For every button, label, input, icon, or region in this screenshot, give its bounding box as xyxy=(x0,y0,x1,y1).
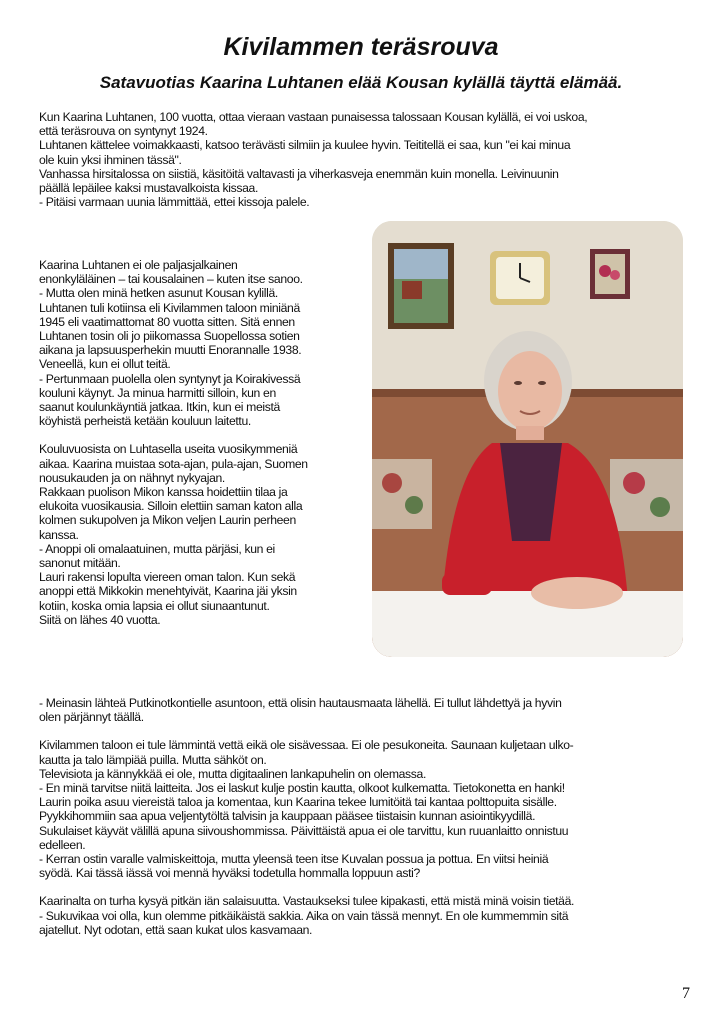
text-line: Vanhassa hirsitalossa on siistiä, käsitöitä valtavasti ja viherkasveja enemmän kuin monella. Leivinuunin xyxy=(39,166,559,181)
cushion-left xyxy=(372,459,432,529)
text-line: aikaa. Kaarina muistaa sota-ajan, pula-ajan, Suomen xyxy=(39,456,308,471)
text-line: syödä. Kai tässä iässä voi mennä hyväksi todetulla hommalla loppuun asti? xyxy=(39,866,420,881)
text-line xyxy=(39,880,689,894)
text-line: Kun Kaarina Luhtanen, 100 vuotta, ottaa vieraan vastaan punaisessa talossaan Kousan kylällä, ei voi uskoa, xyxy=(39,110,588,124)
text-line: saanut koulunkäyntiä jatkaa. Itkin, kun ei meistä xyxy=(39,400,280,415)
text-line: kanssa. xyxy=(39,527,79,542)
body-text-intro xyxy=(39,110,689,209)
text-line: enonkyläläinen – tai kousalainen – kuten itse sanoo. xyxy=(39,272,303,287)
text-line: Luhtanen tuli kotiinsa eli Kivilammen taloon miniänä xyxy=(39,300,300,315)
text-line: Kivilammen taloon ei tule lämmintä vettä eikä ole sisävessaa. Ei ole pesukoneita. Saunaan kuljetaan ulko- xyxy=(39,738,574,753)
body-text-continued xyxy=(39,696,689,937)
text-line: kouluni käynyt. Ja minua harmitti silloin, kun en xyxy=(39,385,276,400)
text-line: 1945 eli vaatimattomat 80 vuotta sitten. Sitä ennen xyxy=(39,314,295,329)
text-line: - Anoppi oli omalaatuinen, mutta pärjäsi, kun ei xyxy=(39,541,275,556)
text-line: Kaarina Luhtanen ei ole paljasjalkainen xyxy=(39,258,238,272)
portrait-illustration xyxy=(372,221,683,657)
body-text-column xyxy=(39,258,369,627)
text-line: nousukauden ja on nähnyt nykyajan. xyxy=(39,470,225,485)
text-line: kotiin, koska omia lapsia ei ollut siunaantunut. xyxy=(39,598,270,613)
text-line: - Pertunmaan puolella olen syntynyt ja Koirakivessä xyxy=(39,371,301,386)
text-line: elukoita vuosikausia. Silloin elettiin saman katon alla xyxy=(39,499,303,514)
woman-face xyxy=(498,351,562,431)
text-line: - Mutta olen minä hetken asunut Kousan kylillä. xyxy=(39,286,278,301)
text-line: Siitä on lähes 40 vuotta. xyxy=(39,612,161,627)
portrait-photo xyxy=(372,221,683,657)
text-line: - Sukuvikaa voi olla, kun olemme pitkäikäistä sakkia. Aika on vain tässä mennyt. En ole kummemmin sitä xyxy=(39,908,569,923)
text-line: kautta ja talo lämpiää puilla. Mutta sähköt on. xyxy=(39,752,267,767)
text-line: edelleen. xyxy=(39,837,86,852)
text-line: Luhtanen kättelee voimakkaasti, katsoo terävästi silmiin ja kuulee hyvin. Teititellä ei saa, kun "ei kai minua xyxy=(39,138,571,153)
text-line: Kaarinalta on turha kysyä pitkän iän salaisuutta. Vastaukseksi tulee kipakasti, että mistä minä voisin tietää. xyxy=(39,894,575,909)
cushion-right xyxy=(610,459,683,531)
text-line: - Pitäisi varmaan uunia lämmittää, ettei kissoja palele. xyxy=(39,195,310,210)
text-line: - En minä tarvitse niitä laitteita. Jos ei laskut kulje postin kautta, olkoot kulkematta. Tietokonetta en hanki! xyxy=(39,781,565,796)
text-line: Pyykkihommiin saa apua veljentytöltä talvisin ja kauppaan pääsee tiistaisin kunnan asiointikyydillä. xyxy=(39,809,536,824)
text-line: olen pärjännyt täällä. xyxy=(39,710,144,725)
text-line: kolmen sukupolven ja Mikon veljen Laurin perheen xyxy=(39,513,296,528)
woman-hands xyxy=(531,577,623,609)
text-line: Laurin poika asuu viereistä taloa ja komentaa, kun Kaarina tekee lumitöitä tai kantaa polttopuita sisälle. xyxy=(39,795,557,810)
text-line: Rakkaan puolison Mikon kanssa hoidettiin tilaa ja xyxy=(39,485,288,500)
article-subtitle: Satavuotias Kaarina Luhtanen elää Kousan kylällä täyttä elämää. xyxy=(99,73,623,92)
text-line: ajatellut. Nyt odotan, että saan kukat ulos kasvamaan. xyxy=(39,922,313,937)
text-line: sanonut mitään. xyxy=(39,556,121,571)
text-line: Veneellä, kun ei ollut teitä. xyxy=(39,357,171,372)
text-line xyxy=(39,724,689,738)
text-line: Sukulaiset käyvät välillä apuna siivoushommissa. Päivittäistä apua ei ole tarvittu, kun ruuanlaitto onnistuu xyxy=(39,823,569,838)
text-line: - Kerran ostin varalle valmiskeittoja, mutta yleensä teen itse Kuvalan possua ja pottua. En viitsi heiniä xyxy=(39,852,549,867)
text-line: että teräsrouva on syntynyt 1924. xyxy=(39,124,208,139)
text-line: Kouluvuosista on Luhtasella useita vuosikymmeniä xyxy=(39,442,298,457)
page-number: 7 xyxy=(682,985,690,1002)
text-line: ole kuin yksi ihminen tässä". xyxy=(39,152,182,167)
text-line xyxy=(39,428,369,442)
text-line: päällä lepäilee kaksi mustavalkoista kissaa. xyxy=(39,181,258,196)
text-line: aikana ja lapsuusperhekin muutti Enorannalle 1938. xyxy=(39,343,302,358)
text-line: - Meinasin lähteä Putkinotkontielle asuntoon, että olisin hautausmaata lähellä. Ei tullut lähdettyä ja hyvin xyxy=(39,696,562,710)
photo-table xyxy=(372,591,683,657)
text-line: köyhistä perheistä ketään kouluun laitettu. xyxy=(39,414,251,429)
text-line: Televisiota ja kännykkää ei ole, mutta digitaalinen lankapuhelin on olemassa. xyxy=(39,766,427,781)
article-title: Kivilammen teräsrouva xyxy=(223,33,499,61)
text-line: Lauri rakensi lopulta viereen oman talon. Kun sekä xyxy=(39,570,296,585)
text-line: anoppi että Mikkokin menehtyivät, Kaarina jäi yksin xyxy=(39,584,297,599)
text-line: Luhtanen tosin oli jo piikomassa Suopellossa sotien xyxy=(39,329,300,344)
